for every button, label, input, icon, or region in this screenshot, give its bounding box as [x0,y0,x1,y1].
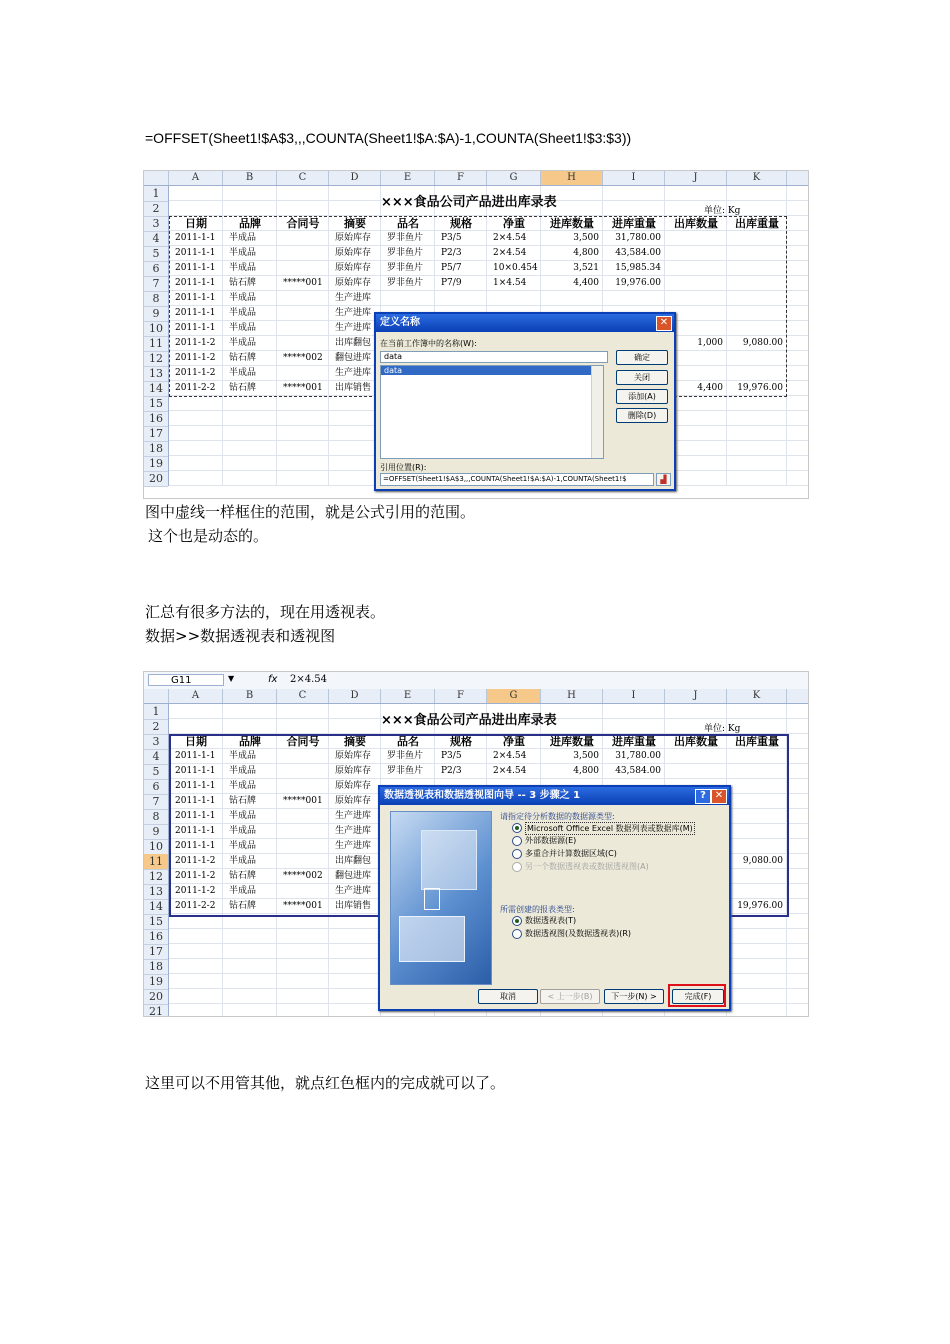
column-header-A[interactable]: A [169,171,223,185]
row-header-21[interactable]: 21 [144,1004,168,1017]
data-cell[interactable]: 原始库存 [335,766,372,776]
data-cell[interactable]: 罗非鱼片 [387,278,424,288]
row-header-3[interactable]: 3 [144,734,168,750]
report-option-pivot-chart[interactable]: 数据透视图(及数据透视表)(R) [525,929,632,938]
data-cell[interactable]: 原始库存 [335,248,372,258]
data-cell[interactable]: *****002 [283,353,323,363]
data-cell[interactable]: 半成品 [229,841,257,851]
data-cell[interactable]: *****001 [283,278,323,288]
data-cell[interactable]: 2011-1-1 [175,796,216,806]
header-cell[interactable]: 品牌 [239,217,261,230]
data-cell[interactable]: 半成品 [229,826,257,836]
data-cell[interactable]: 半成品 [229,323,257,333]
next-button[interactable]: 下一步(N) > [604,989,664,1004]
column-header [144,689,808,704]
data-cell[interactable]: 钻石牌 [229,278,257,288]
data-cell[interactable]: 半成品 [229,766,257,776]
header-cell[interactable]: 合同号 [286,217,320,230]
data-cell[interactable]: 19,976.00 [737,901,783,911]
data-cell[interactable]: 罗非鱼片 [387,751,424,761]
sheet-title: ×××食品公司产品进出库录表 [381,712,557,728]
caption-4: 数据>>数据透视表和透视图 [145,627,336,645]
column-header-H[interactable]: H [541,171,603,185]
row-header-7[interactable]: 7 [144,276,168,292]
data-cell[interactable]: 1×4.54 [493,278,527,288]
data-cell[interactable]: 31,780.00 [615,751,661,761]
delete-button[interactable]: 删除(D) [616,408,668,423]
data-cell[interactable]: 2011-1-1 [175,781,216,791]
row-header-4[interactable]: 4 [144,231,168,247]
row-header-17[interactable]: 17 [144,426,168,442]
data-cell[interactable]: 19,976.00 [615,278,661,288]
row-header-5[interactable]: 5 [144,246,168,262]
dialog-titlebar [376,314,674,332]
data-cell[interactable]: *****001 [283,901,323,911]
data-cell[interactable]: 2011-1-1 [175,766,216,776]
header-cell[interactable]: 进库重量 [612,735,656,748]
data-cell[interactable]: 3,500 [573,751,599,761]
data-cell[interactable]: 生产进库 [335,308,372,318]
close-icon[interactable]: ✕ [656,316,672,331]
data-cell[interactable]: 2011-1-2 [175,886,216,896]
data-cell[interactable]: P2/3 [441,248,462,258]
column-header-D[interactable]: D [329,171,381,185]
data-cell[interactable]: *****001 [283,796,323,806]
wizard-illustration [390,811,492,985]
header-cell[interactable]: 出库数量 [674,735,718,748]
collapse-range-icon[interactable]: ▟ [656,473,671,486]
data-cell[interactable]: 生产进库 [335,841,372,851]
data-cell[interactable]: 9,080.00 [742,856,783,866]
source-radio-consolidate[interactable] [512,849,522,859]
row-header-14[interactable]: 14 [144,381,168,397]
header-cell[interactable]: 日期 [185,217,207,230]
data-cell[interactable]: *****001 [283,383,323,393]
data-cell[interactable]: *****002 [283,871,323,881]
data-cell[interactable]: 4,400 [573,278,599,288]
row-header-8[interactable]: 8 [144,291,168,307]
data-cell[interactable]: 钻石牌 [229,871,257,881]
list-item[interactable]: data [381,366,592,375]
sheet-title: ×××食品公司产品进出库录表 [381,194,557,210]
list-scrollbar[interactable] [591,366,603,458]
data-cell[interactable]: 钻石牌 [229,901,257,911]
cancel-button[interactable]: 取消 [478,989,538,1004]
column-header-K[interactable]: K [727,689,787,703]
spreadsheet-screenshot-define-name [143,170,809,499]
row-header-6[interactable]: 6 [144,779,168,795]
column-header-G[interactable]: G [487,171,541,185]
header-cell[interactable]: 出库数量 [674,217,718,230]
data-cell[interactable]: 2011-2-2 [175,383,216,393]
select-all-corner[interactable] [144,171,169,185]
header-cell[interactable]: 品名 [397,735,419,748]
row-header-9[interactable]: 9 [144,306,168,322]
data-cell[interactable]: 2011-1-1 [175,263,216,273]
column-header-I[interactable]: I [603,171,665,185]
select-all-corner[interactable] [144,689,169,703]
help-icon[interactable]: ? [695,789,711,804]
data-cell[interactable]: 9,080.00 [742,338,783,348]
column-header-I[interactable]: I [603,689,665,703]
caption-1: 图中虚线一样框住的范围，就是公式引用的范围。 [145,503,476,521]
unit-label: 单位: Kg [704,724,741,734]
row-header-2[interactable]: 2 [144,201,168,217]
row-header-20[interactable]: 20 [144,471,168,487]
highlight-box [668,984,726,1007]
column-header-F[interactable]: F [435,171,487,185]
data-cell[interactable]: 生产进库 [335,368,372,378]
data-cell[interactable]: 半成品 [229,368,257,378]
column-header-J[interactable]: J [665,171,727,185]
data-cell[interactable]: 2011-1-1 [175,811,216,821]
source-option-consolidate[interactable]: 多重合并计算数据区域(C) [525,849,617,858]
data-cell[interactable]: 钻石牌 [229,383,257,393]
data-cell[interactable]: 半成品 [229,308,257,318]
row-header-13[interactable]: 13 [144,366,168,382]
header-cell[interactable]: 规格 [450,217,472,230]
row-header-18[interactable]: 18 [144,441,168,457]
dialog-title: 定义名称 [380,317,420,328]
close-icon[interactable]: ✕ [711,789,727,804]
header-cell[interactable]: 合同号 [286,735,320,748]
down-arrow-icon [424,888,440,910]
source-option-pivot: 另一个数据透视表或数据透视图(A) [525,862,649,871]
data-cell[interactable]: 2011-1-1 [175,278,216,288]
row-header-14[interactable]: 14 [144,899,168,915]
row-header-12[interactable]: 12 [144,351,168,367]
data-cell[interactable]: P3/5 [441,233,462,243]
data-cell[interactable]: 半成品 [229,751,257,761]
data-cell[interactable]: P5/7 [441,263,462,273]
data-cell[interactable]: 2011-1-1 [175,308,216,318]
spreadsheet-screenshot-pivot-wizard [143,671,809,1017]
refers-label: 引用位置(R): [380,463,427,472]
row-header-2[interactable]: 2 [144,719,168,735]
data-cell[interactable]: 翻包进库 [335,871,372,881]
data-cell[interactable]: 15,985.34 [615,263,661,273]
data-cell[interactable]: 原始库存 [335,751,372,761]
data-cell[interactable]: P3/5 [441,751,462,761]
header-cell[interactable]: 进库重量 [612,217,656,230]
row-header-19[interactable]: 19 [144,456,168,472]
header-cell[interactable]: 出库重量 [735,735,779,748]
row-header-6[interactable]: 6 [144,261,168,277]
data-cell[interactable]: 罗非鱼片 [387,263,424,273]
header-cell[interactable]: 进库数量 [550,217,594,230]
formula-value[interactable]: 2×4.54 [290,674,328,685]
column-header-H[interactable]: H [541,689,603,703]
caption-3: 汇总有很多方法的，现在用透视表。 [145,603,386,621]
source-radio-external[interactable] [512,836,522,846]
data-cell[interactable]: 半成品 [229,856,257,866]
column-header-A[interactable]: A [169,689,223,703]
data-cell[interactable]: 2011-1-1 [175,826,216,836]
row-header-16[interactable]: 16 [144,411,168,427]
data-cell[interactable]: 3,500 [573,233,599,243]
data-cell[interactable]: 罗非鱼片 [387,248,424,258]
names-label: 在当前工作簿中的名称(W): [380,339,477,348]
caption-2: 这个也是动态的。 [148,527,269,545]
data-cell[interactable]: 43,584.00 [615,248,661,258]
row-header-16[interactable]: 16 [144,929,168,945]
data-cell[interactable]: P2/3 [441,766,462,776]
column-header-B[interactable]: B [223,689,277,703]
column-header-F[interactable]: F [435,689,487,703]
data-cell[interactable]: 2011-1-2 [175,871,216,881]
data-cell[interactable]: 出库翻包 [335,856,372,866]
define-name-dialog [374,312,676,491]
data-cell[interactable]: 31,780.00 [615,233,661,243]
data-cell[interactable]: 出库翻包 [335,338,372,348]
name-box[interactable]: G11 [148,674,224,686]
data-cell[interactable]: 原始库存 [335,781,372,791]
row-header-10[interactable]: 10 [144,321,168,337]
data-cell[interactable]: 原始库存 [335,233,372,243]
source-radio-pivot [512,862,522,872]
data-cell[interactable]: 4,800 [573,248,599,258]
data-cell[interactable]: 生产进库 [335,886,372,896]
data-cell[interactable]: 半成品 [229,811,257,821]
data-cell[interactable]: 半成品 [229,293,257,303]
column-header-K[interactable]: K [727,171,787,185]
data-cell[interactable]: 罗非鱼片 [387,766,424,776]
source-option-external[interactable]: 外部数据源(E) [525,836,577,845]
data-cell[interactable]: 2011-1-1 [175,293,216,303]
data-cell[interactable]: 原始库存 [335,796,372,806]
data-cell[interactable]: 4,800 [573,766,599,776]
data-cell[interactable]: 2×4.54 [493,248,527,258]
data-cell[interactable]: 2×4.54 [493,766,527,776]
row-header-18[interactable]: 18 [144,959,168,975]
ok-button[interactable]: 确定 [616,350,668,365]
data-cell[interactable]: 半成品 [229,781,257,791]
row-header-1[interactable]: 1 [144,186,168,202]
header-cell[interactable]: 规格 [450,735,472,748]
source-radio-excel[interactable] [512,823,522,833]
data-cell[interactable]: 2011-1-1 [175,751,216,761]
names-list[interactable] [380,365,604,459]
report-label: 所需创建的报表类型: [500,905,575,914]
header-cell[interactable]: 品名 [397,217,419,230]
column-header-C[interactable]: C [277,171,329,185]
data-cell[interactable]: 半成品 [229,248,257,258]
row-header-8[interactable]: 8 [144,809,168,825]
formula-bar [144,672,808,690]
report-option-pivot-table[interactable]: 数据透视表(T) [525,916,577,925]
column-header-C[interactable]: C [277,689,329,703]
report-radio-pivot-table[interactable] [512,916,522,926]
column-header-J[interactable]: J [665,689,727,703]
row-header-15[interactable]: 15 [144,914,168,930]
row-header-10[interactable]: 10 [144,839,168,855]
row-header-9[interactable]: 9 [144,824,168,840]
unit-label: 单位: Kg [704,206,741,216]
row-header [144,704,169,1017]
row-header-12[interactable]: 12 [144,869,168,885]
data-cell[interactable]: 原始库存 [335,263,372,273]
dropdown-arrow-icon[interactable]: ▼ [228,674,235,683]
data-cell[interactable]: 钻石牌 [229,796,257,806]
data-cell[interactable]: 2011-1-1 [175,233,216,243]
close-button[interactable]: 关闭 [616,370,668,385]
refers-input[interactable]: =OFFSET(Sheet1!$A$3,,,COUNTA(Sheet1!$A:$A)-1,COUNTA(Sheet1!$ [380,473,654,486]
data-cell[interactable]: 2011-1-1 [175,841,216,851]
data-cell[interactable]: 2011-2-2 [175,901,216,911]
data-cell[interactable]: 3,521 [573,263,599,273]
row-header-13[interactable]: 13 [144,884,168,900]
data-cell[interactable]: 10×0.454 [493,263,538,273]
data-cell[interactable]: 生产进库 [335,293,372,303]
data-cell[interactable]: 半成品 [229,233,257,243]
data-cell[interactable]: 罗非鱼片 [387,233,424,243]
row-header-11[interactable]: 11 [144,854,168,870]
data-cell[interactable]: 半成品 [229,338,257,348]
row-header [144,186,169,486]
row-header-19[interactable]: 19 [144,974,168,990]
data-cell[interactable]: 半成品 [229,886,257,896]
header-cell[interactable]: 净重 [503,217,525,230]
row-header-11[interactable]: 11 [144,336,168,352]
row-header-15[interactable]: 15 [144,396,168,412]
source-option-excel[interactable]: Microsoft Office Excel 数据列表或数据库(M) [527,824,693,833]
data-cell[interactable]: 翻包进库 [335,353,372,363]
data-cell[interactable]: 2011-1-1 [175,323,216,333]
row-header-17[interactable]: 17 [144,944,168,960]
header-cell[interactable]: 摘要 [344,217,366,230]
column-header-D[interactable]: D [329,689,381,703]
data-cell[interactable]: 2011-1-2 [175,856,216,866]
wizard-titlebar [380,787,729,805]
name-input[interactable]: data [380,351,608,363]
data-cell[interactable]: 2011-1-1 [175,248,216,258]
data-cell[interactable]: 1,000 [697,338,723,348]
data-cell[interactable]: 生产进库 [335,811,372,821]
pivot-wizard-dialog [378,785,731,1011]
formula-text: =OFFSET(Sheet1!$A$3,,,COUNTA(Sheet1!$A:$A)-1,COUNTA(Sheet1!$3:$3)) [145,130,632,146]
row-header-7[interactable]: 7 [144,794,168,810]
data-cell[interactable]: 19,976.00 [737,383,783,393]
data-cell[interactable]: 43,584.00 [615,766,661,776]
fx-icon[interactable]: fx [268,674,278,685]
row-header-5[interactable]: 5 [144,764,168,780]
column-header-E[interactable]: E [381,689,435,703]
caption-5: 这里可以不用管其他，就点红色框内的完成就可以了。 [145,1074,506,1092]
back-button[interactable]: < 上一步(B) [540,989,600,1004]
data-cell[interactable]: 半成品 [229,263,257,273]
wizard-title: 数据透视表和数据透视图向导 -- 3 步骤之 1 [384,790,581,801]
column-header-B[interactable]: B [223,171,277,185]
row-header-20[interactable]: 20 [144,989,168,1005]
report-radio-pivot-chart[interactable] [512,929,522,939]
header-cell[interactable]: 出库重量 [735,217,779,230]
data-cell[interactable]: 钻石牌 [229,353,257,363]
row-header-1[interactable]: 1 [144,704,168,720]
source-label: 请指定待分析数据的数据源类型: [500,812,615,821]
header-cell[interactable]: 品牌 [239,735,261,748]
data-cell[interactable]: 生产进库 [335,826,372,836]
column-header-E[interactable]: E [381,171,435,185]
data-cell[interactable]: 2011-1-2 [175,368,216,378]
column-header [144,171,808,186]
add-button[interactable]: 添加(A) [616,389,668,404]
data-cell[interactable]: 出库销售 [335,901,372,911]
data-cell[interactable]: P7/9 [441,278,462,288]
header-cell[interactable]: 进库数量 [550,735,594,748]
header-cell[interactable]: 日期 [185,735,207,748]
data-cell[interactable]: 2×4.54 [493,233,527,243]
data-cell[interactable]: 2011-1-2 [175,353,216,363]
finish-button[interactable]: 完成(F) [672,989,724,1004]
data-cell[interactable]: 4,400 [697,383,723,393]
data-cell[interactable]: 2×4.54 [493,751,527,761]
row-header-3[interactable]: 3 [144,216,168,232]
column-header-G[interactable]: G [487,689,541,703]
data-cell[interactable]: 出库销售 [335,383,372,393]
header-cell[interactable]: 净重 [503,735,525,748]
data-cell[interactable]: 2011-1-2 [175,338,216,348]
row-header-4[interactable]: 4 [144,749,168,765]
header-cell[interactable]: 摘要 [344,735,366,748]
data-cell[interactable]: 原始库存 [335,278,372,288]
data-cell[interactable]: 生产进库 [335,323,372,333]
